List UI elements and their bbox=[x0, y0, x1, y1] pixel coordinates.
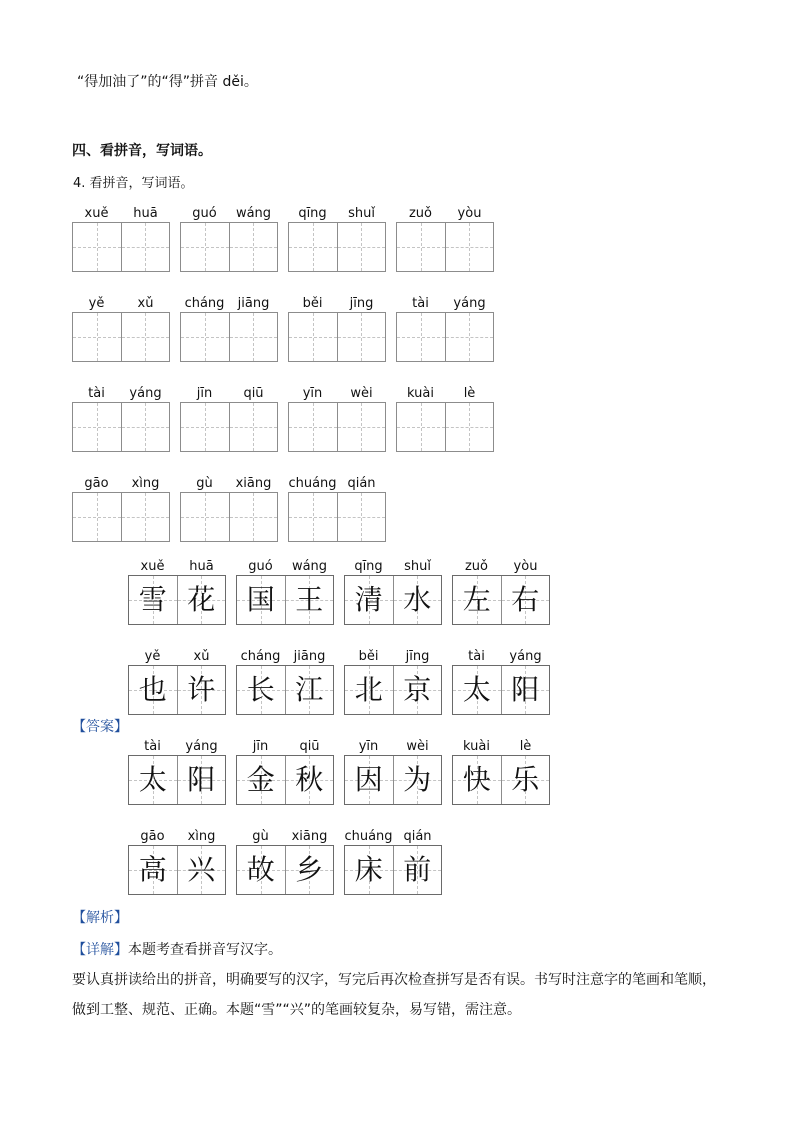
question-row bbox=[72, 476, 396, 542]
answer-word bbox=[452, 559, 550, 625]
pinyin: xǔ bbox=[193, 649, 210, 664]
answer-row bbox=[128, 649, 560, 715]
pinyin: cháng bbox=[240, 649, 281, 664]
analysis-label: 【解析】 bbox=[72, 910, 128, 926]
word-group bbox=[396, 386, 494, 452]
answer-grid bbox=[452, 755, 550, 805]
pinyin: xǔ bbox=[137, 296, 154, 311]
word-group bbox=[72, 296, 170, 362]
word-group bbox=[288, 206, 386, 272]
word-group bbox=[180, 206, 278, 272]
answer-word bbox=[128, 829, 226, 895]
hanzi: 左 bbox=[462, 583, 491, 616]
hanzi: 也 bbox=[138, 673, 167, 706]
answer-grid bbox=[236, 665, 334, 715]
writing-grid[interactable] bbox=[288, 222, 386, 272]
hanzi: 北 bbox=[354, 673, 383, 706]
detail-text: 本题考查看拼音写汉字。 bbox=[128, 942, 282, 958]
hanzi: 水 bbox=[403, 583, 432, 616]
answer-grid bbox=[344, 845, 442, 895]
hanzi: 京 bbox=[403, 673, 432, 706]
pinyin: yáng bbox=[129, 386, 162, 401]
answer-word bbox=[236, 739, 334, 805]
answer-word bbox=[344, 829, 442, 895]
answer-row bbox=[128, 829, 452, 895]
pinyin: qián bbox=[347, 476, 376, 491]
answer-row bbox=[128, 559, 560, 625]
pinyin: kuài bbox=[407, 386, 434, 401]
pinyin: shuǐ bbox=[348, 206, 375, 221]
hanzi: 乡 bbox=[295, 853, 324, 886]
pinyin: lè bbox=[519, 739, 532, 754]
answer-word bbox=[128, 739, 226, 805]
pinyin: jīng bbox=[405, 649, 430, 664]
pinyin: gù bbox=[252, 829, 269, 844]
pinyin: xìng bbox=[131, 476, 160, 491]
answer-grid bbox=[128, 755, 226, 805]
pinyin: yòu bbox=[513, 559, 538, 574]
pinyin: xuě bbox=[84, 206, 109, 221]
hanzi: 太 bbox=[138, 763, 167, 796]
writing-grid[interactable] bbox=[72, 402, 170, 452]
pinyin: qiū bbox=[299, 739, 320, 754]
pinyin: kuài bbox=[463, 739, 490, 754]
pinyin: běi bbox=[358, 649, 379, 664]
writing-grid[interactable] bbox=[180, 222, 278, 272]
answer-grid bbox=[128, 665, 226, 715]
word-group bbox=[288, 386, 386, 452]
pinyin: yáng bbox=[509, 649, 542, 664]
pinyin: tài bbox=[412, 296, 429, 311]
pinyin: qīng bbox=[298, 206, 327, 221]
pinyin: wèi bbox=[406, 739, 429, 754]
pinyin: xiāng bbox=[291, 829, 328, 844]
detail-label: 【详解】 bbox=[72, 942, 128, 958]
hanzi: 高 bbox=[138, 853, 167, 886]
writing-grid[interactable] bbox=[288, 312, 386, 362]
pinyin: yòu bbox=[457, 206, 482, 221]
pinyin: tài bbox=[144, 739, 161, 754]
pinyin: gù bbox=[196, 476, 213, 491]
answer-grid bbox=[236, 845, 334, 895]
explanation-line-2: 做到工整、规范、正确。本题“雪”“兴”的笔画较复杂，易写错，需注意。 bbox=[72, 1002, 522, 1018]
pinyin: yě bbox=[144, 649, 161, 664]
hanzi: 故 bbox=[246, 853, 275, 886]
word-group bbox=[72, 206, 170, 272]
word-group bbox=[288, 476, 386, 542]
pinyin: zuǒ bbox=[464, 559, 489, 574]
pinyin: jīng bbox=[349, 296, 374, 311]
word-group bbox=[288, 296, 386, 362]
hanzi: 为 bbox=[403, 763, 432, 796]
writing-grid[interactable] bbox=[72, 492, 170, 542]
hanzi: 乐 bbox=[511, 763, 540, 796]
pinyin: tài bbox=[88, 386, 105, 401]
pinyin: xìng bbox=[187, 829, 216, 844]
writing-grid[interactable] bbox=[72, 312, 170, 362]
hanzi: 因 bbox=[354, 763, 383, 796]
pinyin: jīn bbox=[196, 386, 213, 401]
answer-word bbox=[344, 739, 442, 805]
hanzi: 金 bbox=[246, 763, 275, 796]
pinyin: qīng bbox=[354, 559, 383, 574]
pinyin: jiāng bbox=[237, 296, 270, 311]
hanzi: 兴 bbox=[187, 853, 216, 886]
answer-word bbox=[452, 739, 550, 805]
answer-word bbox=[452, 649, 550, 715]
writing-grid[interactable] bbox=[180, 312, 278, 362]
word-group bbox=[180, 296, 278, 362]
pinyin: yīn bbox=[358, 739, 379, 754]
pinyin: jīn bbox=[252, 739, 269, 754]
pinyin: tài bbox=[468, 649, 485, 664]
pinyin: guó bbox=[192, 206, 217, 221]
answer-word bbox=[236, 829, 334, 895]
hanzi: 快 bbox=[462, 763, 491, 796]
pinyin: chuáng bbox=[344, 829, 393, 844]
pinyin: běi bbox=[302, 296, 323, 311]
hanzi: 清 bbox=[354, 583, 383, 616]
pinyin: huā bbox=[189, 559, 214, 574]
pinyin: wèi bbox=[350, 386, 373, 401]
section-title: 四、看拼音，写词语。 bbox=[72, 143, 212, 159]
pinyin: xuě bbox=[140, 559, 165, 574]
pinyin: xiāng bbox=[235, 476, 272, 491]
writing-grid[interactable] bbox=[396, 222, 494, 272]
writing-grid[interactable] bbox=[180, 492, 278, 542]
word-group bbox=[72, 386, 170, 452]
answer-word bbox=[236, 649, 334, 715]
answer-grid bbox=[344, 755, 442, 805]
answer-word bbox=[236, 559, 334, 625]
explanation-line-1: 要认真拼读给出的拼音，明确要写的汉字，写完后再次检查拼写是否有误。书写时注意字的笔画和笔顺， bbox=[72, 972, 716, 988]
answer-word bbox=[128, 649, 226, 715]
answer-word bbox=[344, 559, 442, 625]
writing-grid[interactable] bbox=[288, 492, 386, 542]
answer-grid bbox=[128, 845, 226, 895]
answer-grid bbox=[452, 575, 550, 625]
pinyin: chuáng bbox=[288, 476, 337, 491]
pinyin: huā bbox=[133, 206, 158, 221]
pinyin: guó bbox=[248, 559, 273, 574]
pinyin: yáng bbox=[185, 739, 218, 754]
answer-grid bbox=[236, 755, 334, 805]
word-group bbox=[180, 476, 278, 542]
hanzi: 床 bbox=[354, 853, 383, 886]
pinyin: yáng bbox=[453, 296, 486, 311]
pinyin: zuǒ bbox=[408, 206, 433, 221]
pinyin: yīn bbox=[302, 386, 323, 401]
writing-grid[interactable] bbox=[396, 402, 494, 452]
pinyin: gāo bbox=[140, 829, 165, 844]
word-group bbox=[396, 296, 494, 362]
answer-grid bbox=[128, 575, 226, 625]
answer-grid bbox=[452, 665, 550, 715]
hanzi: 右 bbox=[511, 583, 540, 616]
hanzi: 阳 bbox=[511, 673, 540, 706]
hanzi: 秋 bbox=[295, 763, 324, 796]
answer-grid bbox=[344, 575, 442, 625]
hanzi: 江 bbox=[295, 673, 324, 706]
writing-grid[interactable] bbox=[180, 402, 278, 452]
answer-label: 【答案】 bbox=[72, 719, 128, 735]
hanzi: 国 bbox=[246, 583, 275, 616]
intro-line: “得加油了”的“得”拼音 děi。 bbox=[77, 74, 258, 90]
word-group bbox=[180, 386, 278, 452]
question-stem: 4. 看拼音，写词语。 bbox=[73, 176, 194, 191]
answer-grid bbox=[344, 665, 442, 715]
pinyin: lè bbox=[463, 386, 476, 401]
hanzi: 许 bbox=[187, 673, 216, 706]
hanzi: 雪 bbox=[138, 583, 167, 616]
pinyin: gāo bbox=[84, 476, 109, 491]
pinyin: yě bbox=[88, 296, 105, 311]
writing-grid[interactable] bbox=[72, 222, 170, 272]
writing-grid[interactable] bbox=[396, 312, 494, 362]
pinyin: shuǐ bbox=[404, 559, 431, 574]
question-row bbox=[72, 206, 504, 272]
pinyin: cháng bbox=[184, 296, 225, 311]
hanzi: 长 bbox=[246, 673, 275, 706]
hanzi: 太 bbox=[462, 673, 491, 706]
pinyin: qián bbox=[403, 829, 432, 844]
hanzi: 花 bbox=[187, 583, 216, 616]
question-row bbox=[72, 386, 504, 452]
detail-line bbox=[72, 940, 282, 960]
writing-grid[interactable] bbox=[288, 402, 386, 452]
question-row bbox=[72, 296, 504, 362]
word-group bbox=[72, 476, 170, 542]
answer-word bbox=[344, 649, 442, 715]
hanzi: 阳 bbox=[187, 763, 216, 796]
answer-word bbox=[128, 559, 226, 625]
pinyin: wáng bbox=[235, 206, 272, 221]
pinyin: qiū bbox=[243, 386, 264, 401]
hanzi: 前 bbox=[403, 853, 432, 886]
pinyin: wáng bbox=[291, 559, 328, 574]
answer-row bbox=[128, 739, 560, 805]
hanzi: 王 bbox=[295, 583, 324, 616]
answer-grid bbox=[236, 575, 334, 625]
pinyin: jiāng bbox=[293, 649, 326, 664]
word-group bbox=[396, 206, 494, 272]
